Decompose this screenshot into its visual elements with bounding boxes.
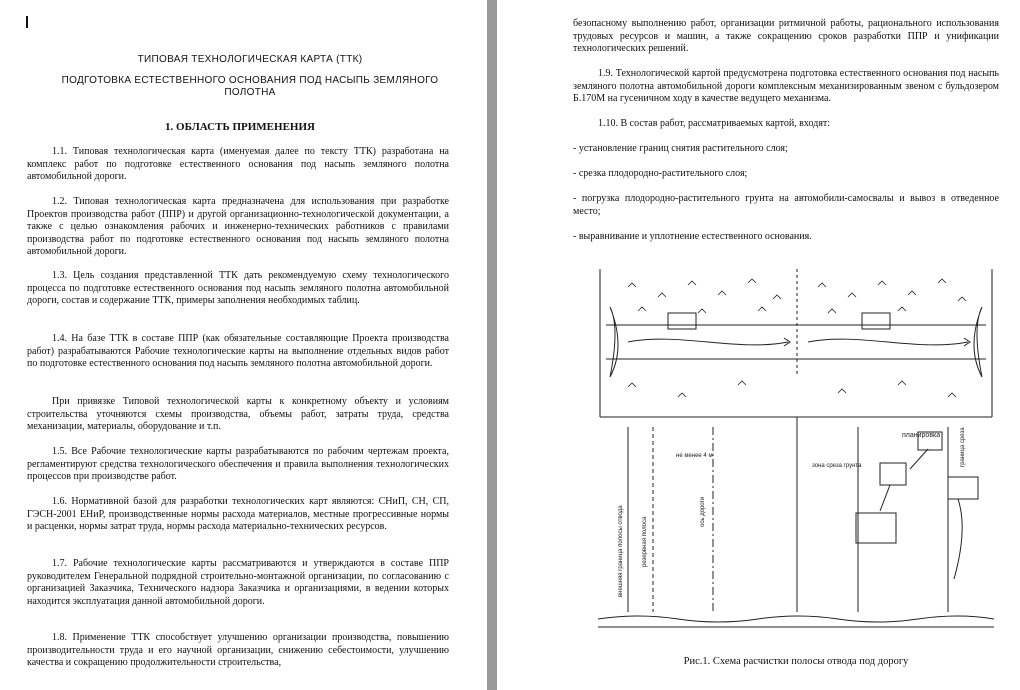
dump-truck-icon bbox=[856, 513, 896, 543]
paragraph-1-10: 1.10. В состав работ, рассматриваемых картой, входят: bbox=[598, 118, 831, 129]
bullet-item: - срезка плодородно-растительного слоя; bbox=[573, 168, 748, 179]
ground-profile-line bbox=[598, 616, 994, 622]
section-heading: 1. ОБЛАСТЬ ПРИМЕНЕНИЯ bbox=[165, 121, 315, 133]
bullet-item: - погрузка плодородно-растительного грунта на автомобили-самосвалы и вывоз в отведенное место; bbox=[573, 193, 999, 217]
spoil-pile-left bbox=[610, 307, 618, 377]
bullet-item: - установление границ снятия растительного слоя; bbox=[573, 143, 788, 154]
paragraph-1-8: 1.8. Применение ТТК способствует улучшению организации производства, повышению производительности труда и его научной организации, снижению себестоимости, улучшению качества и сокращению продолжительности строительства, bbox=[27, 632, 449, 668]
excavator-icon bbox=[948, 477, 978, 499]
spoil-pile-right bbox=[954, 499, 962, 579]
movement-path-arrow bbox=[628, 339, 788, 345]
paragraph-1-9: 1.9. Технологической картой предусмотрена подготовка естественного основания под насыпь земляного полотна автомобильной дороги комплексным механизированным звеном с бульдозером Б.170М на гусеничном ходу в качестве ведущего механизма. bbox=[573, 68, 999, 104]
paragraph-1-2: 1.2. Типовая технологическая карта предназначена для использования при разработке Проектов производства работ (ППР) и другой организационно-технологической документации, а также с целью ознакомления рабочих и инженерно-технических работников с правилами производства работ по подготовке естественного основания под насыпь земляного полотна автомобильной дороги. bbox=[27, 196, 449, 257]
text-cursor bbox=[26, 16, 28, 28]
reserve-strip-label: резервная полоса bbox=[642, 516, 648, 567]
bullet-item: - выравнивание и уплотнение естественного основания. bbox=[573, 231, 812, 242]
figure-caption: Рис.1. Схема расчистки полосы отвода под дорогу bbox=[683, 656, 909, 667]
leveling-label: планировка bbox=[902, 432, 941, 439]
road-axis-label: ось дороги bbox=[700, 496, 706, 527]
movement-path-arrow bbox=[910, 449, 928, 469]
paragraph-1-4: 1.4. На базе ТТК в составе ППР (как обязательные составляющие Проекта производства работ) разрабатываются Рабочие технологические карты на выполнение отдельных видов работ по подготовке естественного основания под насыпь земляного полотна автомобильной дороги. bbox=[27, 333, 449, 369]
document-title: ТИПОВАЯ ТЕХНОЛОГИЧЕСКАЯ КАРТА (ТТК) bbox=[137, 54, 363, 65]
vertical-right-label: граница среза bbox=[960, 427, 966, 467]
document-subtitle: ПОДГОТОВКА ЕСТЕСТВЕННОГО ОСНОВАНИЯ ПОД НАСЫПЬ ЗЕМЛЯНОГО ПОЛОТНА bbox=[61, 75, 439, 98]
page-gutter bbox=[487, 0, 497, 690]
paragraph-1-1: 1.1. Типовая технологическая карта (именуемая далее по тексту ТТК) разработана на комплекс работ по подготовке естественного основания под насыпь земляного полотна автомобильной дороги. bbox=[27, 146, 449, 182]
left-page bbox=[0, 0, 487, 690]
bulldozer-icon bbox=[668, 313, 696, 329]
bulldozer-icon bbox=[862, 313, 890, 329]
outer-edge-label: внешняя граница полосы отвода bbox=[618, 505, 624, 597]
spoil-pile-right bbox=[974, 307, 982, 377]
figure-clearing-scheme bbox=[598, 267, 994, 647]
paragraph-1-3: 1.3. Цель создания представленной ТТК дать рекомендуемую схему технологического процесса по подготовке естественного основания под насыпь земляного полотна автомобильной дороги, состав и содержание ТТК, примеры заполнения необходимых таблиц. bbox=[27, 270, 449, 306]
movement-path-arrow bbox=[808, 339, 968, 345]
paragraph-binding: При привязке Типовой технологической карты к конкретному объекту и условиям строительства уточняются схемы производства, объемы работ, затраты труда, средства механизации, материалы, оборудование и т.п. bbox=[27, 396, 449, 432]
movement-path-arrow bbox=[880, 485, 890, 511]
width-note-label: не менее 4 м bbox=[676, 453, 713, 459]
paragraph-1-7: 1.7. Рабочие технологические карты рассматриваются и утверждаются в составе ППР руководителем Генеральной подрядной строительно-монтажной организации, по согласованию с организацией Заказчика, Технического надзора Заказчика и организациями, в ведении которых находится эксплуатация данной автомобильной дороги. bbox=[27, 558, 449, 607]
cut-zone-label: зона среза грунта bbox=[812, 463, 862, 469]
paragraph-1-6: 1.6. Нормативной базой для разработки технологических карт являются: СНиП, СН, СП, ГЭСН-2001 ЕНиР, производственные нормы расхода материалов, местные прогрессивные нормы и расценки, нормы затрат труда, нормы расхода материально-технических ресурсов. bbox=[27, 496, 449, 532]
paragraph-1-8-continued: безопасному выполнению работ, организации ритмичной работы, рационального использования трудовых ресурсов и машин, а также сокращению сроков разработки ППР и унификации технологических решений. bbox=[573, 18, 999, 54]
bulldozer-icon bbox=[880, 463, 906, 485]
paragraph-1-5: 1.5. Все Рабочие технологические карты разрабатываются по рабочим чертежам проекта, регламентируют средства технологического обеспечения и правила выполнения технологических процессов при производстве работ. bbox=[27, 446, 449, 482]
